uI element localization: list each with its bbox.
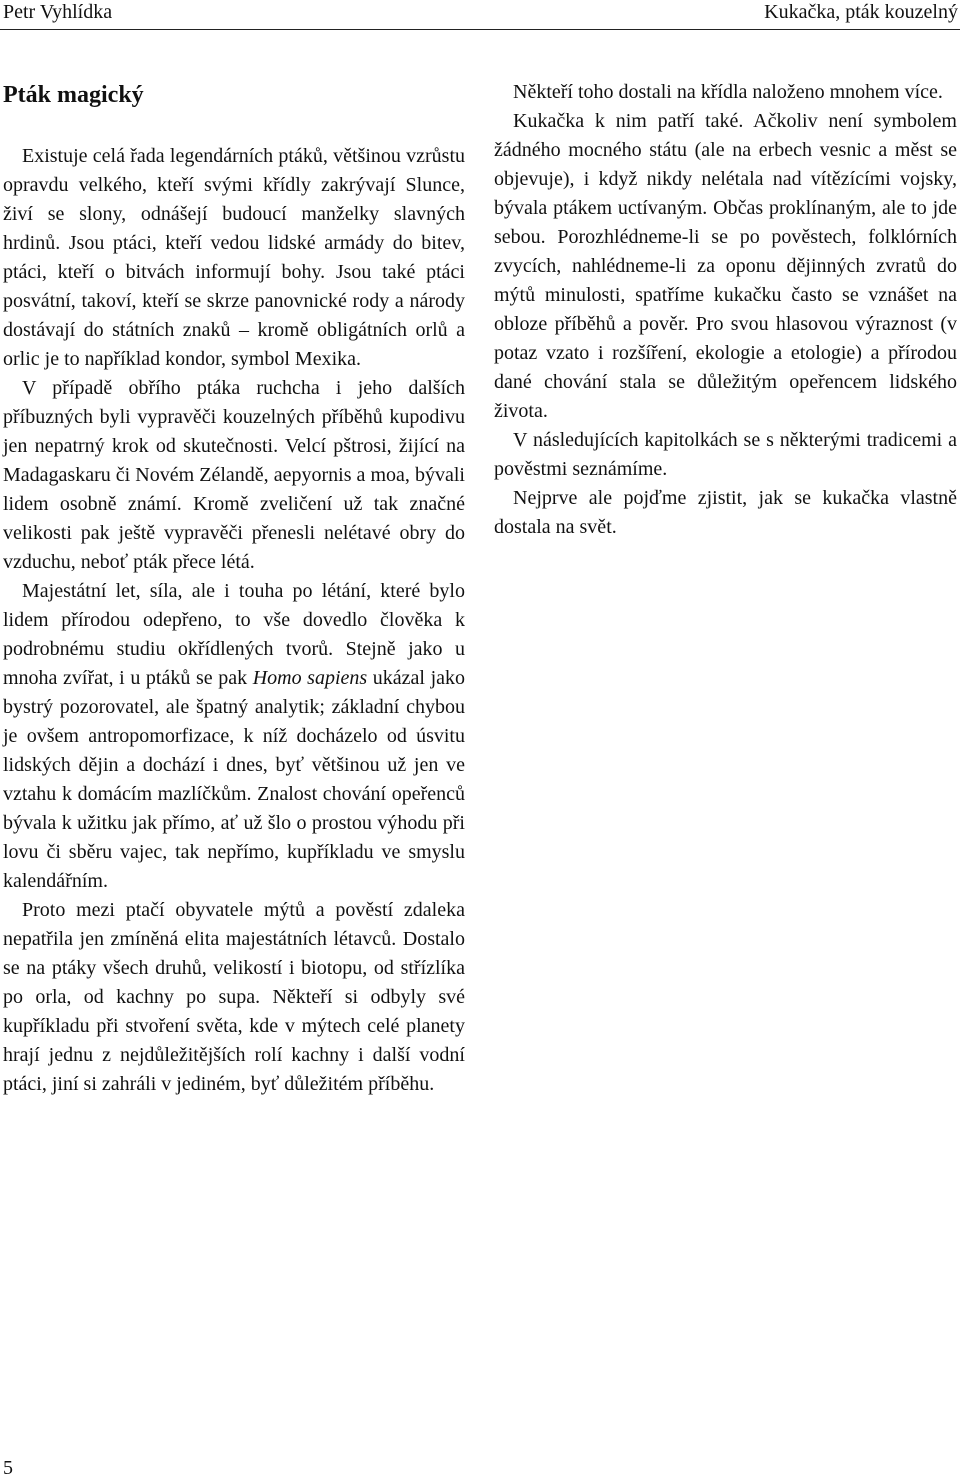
paragraph-mythic-birds: Proto mezi ptačí obyvatele mýtů a pověstí zdaleka nepatřila jen zmíněná elita majestátních létavců. Dostalo se na ptáky všech druhů, velikostí i biotopu, od střízlíka po orla, od kachny po supa. Někteří si odbyly své kupříkladu při stvoření světa, kde v mýtech celé planety hrají jednu z nejdůležitějších rolí kachny i další vodní ptáci, jiní si zahráli v jediném, byť důležitém příběhu. (3, 899, 465, 1095)
paragraph-legendary-birds: Existuje celá řada legendárních ptáků, většinou vzrůstu opravdu velkého, kteří svými křídly zakrývají Slunce, živí se slony, odnášejí budoucí manželky slavných hrdinů. Jsou ptáci, kteří vedou lidské armády do bitev, ptáci, kteří o bitvách informují bohy. Jsou také ptáci posvátní, takoví, kteří se skrze panovnické rody a národy dostávají do státních znaků – kromě obligátních orlů a orlic je to například kondor, symbol Mexika. (3, 145, 465, 370)
right-column (494, 78, 957, 542)
paragraph-cuckoo: Kukačka k nim patří také. Ačkoliv není symbolem žádného mocného státu (ale na erbech vesnic a měst se objevuje), i když nikdy nelétala nad vítězícími vojsky, bývala ptákem uctívaným. Občas proklínaným, ale to jde sebou. Porozhlédneme-li se po pověstech, folklórních zvycích, nahlédneme-li za oponu dějinných zvratů do mýtů minulosti, spatříme kukačku často se vznášet na obloze příběhů a pověr. Pro svou hlasovou výraznost (v potaz vzato i rozšíření, ekologie a etologie) a přírodou dané chování stala se důležitým opeřencem lidského života. (494, 110, 957, 422)
paragraph-first-origin: Nejprve ale pojďme zjistit, jak se kukačka vlastně dostala na svět. (494, 487, 957, 538)
paragraph-following-chapters: V následujících kapitolkách se s některými tradicemi a pověstmi seznámíme. (494, 429, 957, 480)
paragraph-some-birds: Někteří toho dostali na křídla naloženo mnohem více. (513, 81, 943, 103)
paragraph-text-segment: ukázal jako bystrý pozorovatel, ale špatný analytik; základní chybou je ovšem antropomorfizace, k níž docházelo od úsvitu lidských dějin a dochází i dnes, byť většinou už jen ve vztahu k domácím mazlíčkům. Znalost chování opeřenců bývala k užitku jak přímo, ať už šlo o prostou výhodu při lovu či sběru vajec, tak nepřímo, kupříkladu ve smyslu kalendářním. (3, 667, 466, 892)
left-column (3, 142, 465, 1099)
page-number: 5 (3, 1457, 13, 1479)
header-author: Petr Vyhlídka (3, 1, 113, 23)
header-book-title: Kukačka, pták kouzelný (764, 1, 958, 23)
paragraph-giant-bird: V případě obřího ptáka ruchcha i jeho dalších příbuzných byli vypravěči kouzelných příběhů kupodivu jen nepatrný krok od skutečnosti. Velcí pštrosi, žijící na Madagaskaru či Novém Zélandě, aepyornis a moa, bývali lidem osobně známí. Kromě zveličení už tak značné velikosti pak ještě vypravěči přenesli nelétavé obry do vzduchu, neboť pták přece létá. (3, 377, 465, 573)
running-header (0, 0, 960, 30)
section-heading: Pták magický (3, 82, 144, 108)
italic-species-name: Homo sapiens (252, 667, 368, 689)
paragraph-text-segment: Majestátní let, síla, ale i touha po létání, které bylo lidem přírodou odepřeno, to vše dovedlo člověka k podrobnému studiu okřídlených tvorů. Stejně jako u mnoha zvířat, i u ptáků se pak (3, 580, 465, 689)
paragraph-majestic-flight (3, 577, 465, 896)
